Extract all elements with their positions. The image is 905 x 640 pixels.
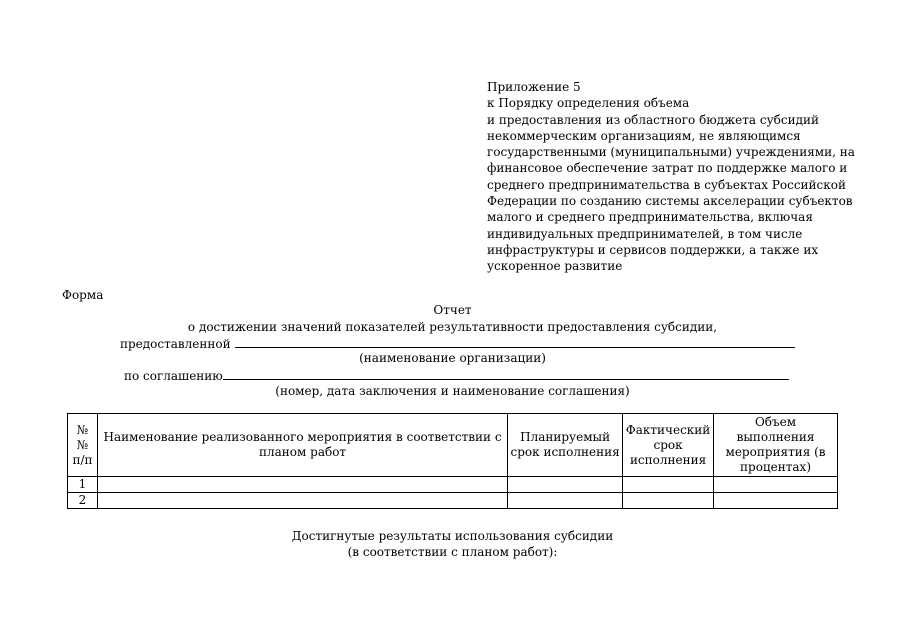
- appendix-block: [487, 79, 855, 275]
- table-header-row: [68, 414, 838, 477]
- appendix-line: некоммерческим организациям, не являющимся: [487, 128, 801, 143]
- planned-term-cell[interactable]: [508, 493, 623, 509]
- appendix-line: малого и среднего предпринимательства, включая: [487, 210, 813, 225]
- planned-term-cell[interactable]: [508, 477, 623, 493]
- agreement-blank[interactable]: [223, 368, 789, 380]
- completion-volume-cell[interactable]: [714, 493, 838, 509]
- header-activity-name: Наименование реализованного мероприятия в соответствии с планом работ: [97, 414, 507, 477]
- header-planned-term: Планируемый срок исполнения: [508, 414, 623, 477]
- table-row: [68, 477, 838, 493]
- report-title: Отчет: [433, 303, 472, 317]
- appendix-line: инфраструктуры и сервисов поддержки, а также их: [487, 242, 819, 257]
- appendix-line: среднего предпринимательства в субъектах Российской: [487, 177, 846, 192]
- organization-blank[interactable]: [235, 336, 795, 348]
- provided-line: [120, 336, 795, 351]
- row-number: 2: [68, 493, 98, 509]
- header-number: № № п/п: [68, 414, 98, 477]
- header-actual-term: Фактический срок исполнения: [623, 414, 714, 477]
- activity-name-cell[interactable]: [97, 493, 507, 509]
- org-caption: (наименование организации): [359, 351, 546, 365]
- appendix-line: государственными (муниципальными) учреждениями, на: [487, 145, 855, 160]
- provided-label: предоставленной: [120, 337, 231, 351]
- appendix-line: Федерации по созданию системы акселерации субъектов: [487, 194, 853, 209]
- completion-volume-cell[interactable]: [714, 477, 838, 493]
- form-label: Форма: [62, 288, 104, 302]
- header-completion-volume: Объем выполнения мероприятия (в процентах): [714, 414, 838, 477]
- report-subtitle: о достижении значений показателей результативности предоставления субсидии,: [187, 320, 718, 334]
- appendix-line: индивидуальных предпринимателей, в том числе: [487, 226, 803, 241]
- actual-term-cell[interactable]: [623, 477, 714, 493]
- agreement-line: [124, 368, 789, 383]
- appendix-line: к Порядку определения объема: [487, 96, 690, 111]
- results-subtitle: (в соответствии с планом работ):: [347, 545, 558, 559]
- appendix-line: финансовое обеспечение затрат по поддержке малого и: [487, 161, 848, 176]
- row-number: 1: [68, 477, 98, 493]
- table-row: [68, 493, 838, 509]
- activity-name-cell[interactable]: [97, 477, 507, 493]
- agreement-caption: (номер, дата заключения и наименование соглашения): [275, 384, 630, 398]
- appendix-line: и предоставления из областного бюджета субсидий: [487, 112, 819, 127]
- appendix-line: Приложение 5: [487, 80, 581, 94]
- report-table: [67, 413, 838, 509]
- agreement-label: по соглашению: [124, 369, 223, 383]
- actual-term-cell[interactable]: [623, 493, 714, 509]
- appendix-line: ускоренное развитие: [487, 259, 623, 274]
- results-title: Достигнутые результаты использования субсидии: [291, 529, 614, 543]
